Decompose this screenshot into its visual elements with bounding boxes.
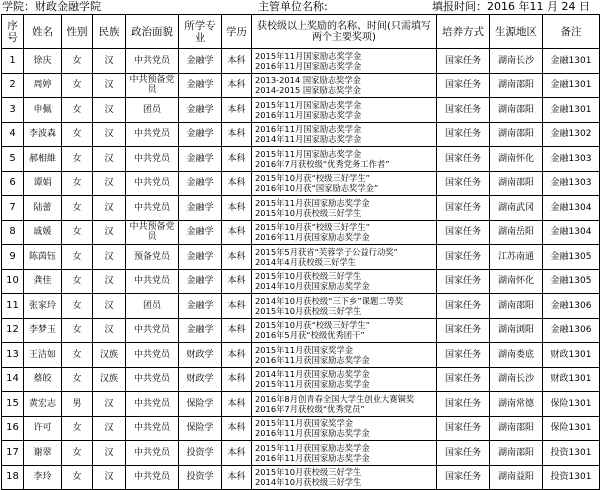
col-header-gender: 性别 [62, 15, 93, 49]
student-name-cell: 蔡皎 [24, 367, 62, 392]
form-header [0, 0, 600, 14]
row-number-cell: 15 [2, 392, 24, 417]
training-mode-cell: 国家任务 [437, 49, 490, 74]
row-number-cell: 9 [2, 245, 24, 270]
remark-cell: 金融1302 [543, 122, 600, 147]
major-cell: 金融学 [179, 73, 222, 98]
major-cell: 金融学 [179, 196, 222, 221]
training-mode-cell: 国家任务 [437, 245, 490, 270]
education-cell: 本科 [222, 269, 252, 294]
remark-cell: 金融1301 [543, 73, 600, 98]
table-row [2, 122, 600, 147]
remark-cell: 金融1303 [543, 171, 600, 196]
political-status-cell: 中共党员 [126, 122, 179, 147]
awards-cell [252, 269, 437, 294]
student-table [1, 14, 600, 490]
award-line: 2014年10月获校级“三下乡”课题二等奖 [255, 295, 404, 306]
award-line: 2015年11月获国家奖学金 [255, 418, 354, 429]
major-cell: 财政学 [179, 343, 222, 368]
awards-cell [252, 441, 437, 466]
training-mode-cell: 国家任务 [437, 343, 490, 368]
political-status-cell: 中共党员 [126, 367, 179, 392]
education-cell: 本科 [222, 98, 252, 123]
ethnic-cell: 汉 [93, 196, 126, 221]
origin-region-cell: 湖南益阳 [490, 465, 543, 490]
row-number-cell: 2 [2, 73, 24, 98]
gender-cell: 女 [62, 441, 93, 466]
award-line: 2015年10月获“校级三好学生” [255, 222, 370, 233]
row-number-cell: 16 [2, 416, 24, 441]
education-cell: 本科 [222, 294, 252, 319]
award-line: 2013-2014 国家励志奖学金 [255, 75, 361, 86]
award-line: 2016年10月获“国家励志奖学金” [255, 183, 379, 194]
political-status-cell: 中共党员 [126, 343, 179, 368]
remark-cell: 金融1304 [543, 196, 600, 221]
award-line: 2015年10月获校级三好学生 [255, 305, 362, 316]
remark-cell: 金融1301 [543, 98, 600, 123]
remark-cell: 投资1301 [543, 465, 600, 490]
student-name-cell: 黄宏志 [24, 392, 62, 417]
education-cell: 本科 [222, 367, 252, 392]
awards-cell [252, 220, 437, 245]
award-line: 2015年10月获“校级三好学生” [255, 320, 370, 331]
student-name-cell: 谭娟 [24, 171, 62, 196]
student-name-cell: 戚媛 [24, 220, 62, 245]
ethnic-cell: 汉 [93, 392, 126, 417]
row-number-cell: 5 [2, 147, 24, 172]
table-row [2, 318, 600, 343]
major-cell: 投资学 [179, 465, 222, 490]
award-line: 2015年11月国家励志奖学金 [255, 99, 362, 110]
col-header-major: 所学专业 [179, 15, 222, 49]
award-line: 2015年11月国家励志奖学金 [255, 50, 362, 61]
political-status-cell: 中共党员 [126, 416, 179, 441]
table-row [2, 147, 600, 172]
gender-cell: 女 [62, 73, 93, 98]
awards-cell [252, 294, 437, 319]
ethnic-cell: 汉 [93, 294, 126, 319]
award-line: 2016年5月获“校级优秀团干” [255, 330, 365, 341]
education-cell: 本科 [222, 196, 252, 221]
major-cell: 金融学 [179, 269, 222, 294]
student-name-cell: 张家玲 [24, 294, 62, 319]
col-header-origin: 生源地区 [490, 15, 543, 49]
gender-cell: 女 [62, 416, 93, 441]
political-status-cell: 中共党员 [126, 269, 179, 294]
political-status-cell: 中共党员 [126, 147, 179, 172]
remark-cell: 金融1305 [543, 269, 600, 294]
origin-region-cell: 湖南邵阳 [490, 98, 543, 123]
political-status-cell: 中共预备党员 [126, 220, 179, 245]
ethnic-cell: 汉 [93, 147, 126, 172]
awards-cell [252, 392, 437, 417]
award-line: 2015年10月获“校级三好学生” [255, 173, 370, 184]
major-cell: 金融学 [179, 318, 222, 343]
awards-cell [252, 465, 437, 490]
origin-region-cell: 湖南邵阳 [490, 441, 543, 466]
student-name-cell: 陈茵钰 [24, 245, 62, 270]
ethnic-cell: 汉 [93, 73, 126, 98]
table-row [2, 220, 600, 245]
ethnic-cell: 汉 [93, 245, 126, 270]
major-cell: 金融学 [179, 98, 222, 123]
origin-region-cell: 湖南邵阳 [490, 171, 543, 196]
political-status-cell: 中共党员 [126, 392, 179, 417]
political-status-cell: 中共预备党员 [126, 73, 179, 98]
award-line: 2016年11月获国家励志奖学金 [255, 452, 370, 463]
table-row [2, 343, 600, 368]
table-row [2, 465, 600, 490]
awards-cell [252, 122, 437, 147]
political-status-cell: 预备党员 [126, 245, 179, 270]
award-line: 2015年11月获国家励志奖学金 [255, 379, 370, 390]
training-mode-cell: 国家任务 [437, 416, 490, 441]
row-number-cell: 7 [2, 196, 24, 221]
award-line: 2015年11月国家励志奖学金 [255, 148, 362, 159]
col-header-ethnic: 民族 [93, 15, 126, 49]
col-header-no: 序号 [2, 15, 24, 49]
student-name-cell: 徐庆 [24, 49, 62, 74]
student-name-cell: 陆蕾 [24, 196, 62, 221]
gender-cell: 女 [62, 196, 93, 221]
award-line: 2014-2015 国家励志奖学金 [255, 85, 361, 96]
table-row [2, 49, 600, 74]
awards-cell [252, 343, 437, 368]
political-status-cell: 团员 [126, 294, 179, 319]
training-mode-cell: 国家任务 [437, 392, 490, 417]
gender-cell: 女 [62, 245, 93, 270]
row-number-cell: 14 [2, 367, 24, 392]
date-label: 填报时间：2016 年11 月 24 日 [432, 0, 590, 13]
student-name-cell: 龚佳 [24, 269, 62, 294]
student-name-cell: 李波森 [24, 122, 62, 147]
ethnic-cell: 汉 [93, 220, 126, 245]
origin-region-cell: 湖南邵阳 [490, 122, 543, 147]
award-line: 2014年10月获校级三好学生 [255, 477, 362, 488]
training-mode-cell: 国家任务 [437, 73, 490, 98]
remark-cell: 金融1304 [543, 220, 600, 245]
education-cell: 本科 [222, 49, 252, 74]
awards-cell [252, 73, 437, 98]
col-header-political: 政治面貌 [126, 15, 179, 49]
training-mode-cell: 国家任务 [437, 220, 490, 245]
ethnic-cell: 汉 [93, 416, 126, 441]
gender-cell: 女 [62, 98, 93, 123]
gender-cell: 女 [62, 122, 93, 147]
remark-cell: 金融1306 [543, 294, 600, 319]
training-mode-cell: 国家任务 [437, 122, 490, 147]
origin-region-cell: 湖南长沙 [490, 367, 543, 392]
education-cell: 本科 [222, 73, 252, 98]
major-cell: 保险学 [179, 392, 222, 417]
award-line: 2016年7月获校级“优秀党务工作者” [255, 158, 390, 169]
award-line: 2014年11月国家励志奖学金 [255, 134, 362, 145]
awards-cell [252, 98, 437, 123]
row-number-cell: 11 [2, 294, 24, 319]
education-cell: 本科 [222, 318, 252, 343]
awards-cell [252, 318, 437, 343]
major-cell: 投资学 [179, 441, 222, 466]
training-mode-cell: 国家任务 [437, 294, 490, 319]
remark-cell: 保险1301 [543, 416, 600, 441]
origin-region-cell: 湖南长沙 [490, 49, 543, 74]
origin-region-cell: 湖南怀化 [490, 269, 543, 294]
row-number-cell: 4 [2, 122, 24, 147]
gender-cell: 女 [62, 269, 93, 294]
award-line: 2016年7月获校级“优秀党员” [255, 403, 365, 414]
remark-cell: 财政1301 [543, 367, 600, 392]
training-mode-cell: 国家任务 [437, 441, 490, 466]
remark-cell: 金融1303 [543, 147, 600, 172]
origin-region-cell: 湖南娄底 [490, 343, 543, 368]
education-cell: 本科 [222, 122, 252, 147]
table-row [2, 73, 600, 98]
table-row [2, 294, 600, 319]
awards-cell [252, 196, 437, 221]
award-line: 2015年11月获国家励志奖学金 [255, 197, 370, 208]
gender-cell: 女 [62, 220, 93, 245]
political-status-cell: 中共党员 [126, 171, 179, 196]
awards-cell [252, 147, 437, 172]
row-number-cell: 17 [2, 441, 24, 466]
gender-cell: 男 [62, 392, 93, 417]
row-number-cell: 18 [2, 465, 24, 490]
row-number-cell: 12 [2, 318, 24, 343]
training-mode-cell: 国家任务 [437, 367, 490, 392]
origin-region-cell: 湖南邵阳 [490, 416, 543, 441]
gender-cell: 女 [62, 171, 93, 196]
political-status-cell: 团员 [126, 98, 179, 123]
award-line: 2016年11月获国家励志奖学金 [255, 428, 370, 439]
major-cell: 金融学 [179, 171, 222, 196]
award-line: 2014年4月获校级三好学生 [255, 256, 357, 267]
ethnic-cell: 汉 [93, 269, 126, 294]
unit-label: 主管单位名称: [258, 0, 328, 13]
origin-region-cell: 湖南武冈 [490, 196, 543, 221]
gender-cell: 女 [62, 294, 93, 319]
ethnic-cell: 汉 [93, 441, 126, 466]
major-cell: 金融学 [179, 122, 222, 147]
col-header-training: 培养方式 [437, 15, 490, 49]
award-line: 2015年10月获校级三好学生 [255, 207, 362, 218]
student-name-cell: 王洁如 [24, 343, 62, 368]
table-row [2, 98, 600, 123]
origin-region-cell: 湖南浏阳 [490, 318, 543, 343]
student-name-cell: 周婷 [24, 73, 62, 98]
college-label: 学院：财政金融学院 [2, 0, 101, 13]
major-cell: 金融学 [179, 294, 222, 319]
remark-cell: 投资1301 [543, 441, 600, 466]
education-cell: 本科 [222, 147, 252, 172]
remark-cell: 保险1301 [543, 392, 600, 417]
origin-region-cell: 江苏南通 [490, 245, 543, 270]
award-line: 2015年10月获校级三好学生 [255, 467, 362, 478]
political-status-cell: 中共党员 [126, 318, 179, 343]
table-row [2, 441, 600, 466]
table-row [2, 171, 600, 196]
remark-cell: 财政1301 [543, 343, 600, 368]
training-mode-cell: 国家任务 [437, 196, 490, 221]
major-cell: 金融学 [179, 245, 222, 270]
political-status-cell: 中共党员 [126, 441, 179, 466]
col-header-name: 姓名 [24, 15, 62, 49]
origin-region-cell: 湖南邵阳 [490, 294, 543, 319]
ethnic-cell: 汉族 [93, 343, 126, 368]
political-status-cell: 中共党员 [126, 465, 179, 490]
education-cell: 本科 [222, 392, 252, 417]
student-name-cell: 李梦玉 [24, 318, 62, 343]
ethnic-cell: 汉 [93, 171, 126, 196]
remark-cell: 金融1301 [543, 49, 600, 74]
education-cell: 本科 [222, 245, 252, 270]
col-header-note: 备注 [543, 15, 600, 49]
row-number-cell: 1 [2, 49, 24, 74]
gender-cell: 女 [62, 343, 93, 368]
student-name-cell: 申佩 [24, 98, 62, 123]
training-mode-cell: 国家任务 [437, 147, 490, 172]
student-name-cell: 谢翠 [24, 441, 62, 466]
award-line: 2015年11月获国家奖学金 [255, 344, 354, 355]
education-cell: 本科 [222, 465, 252, 490]
training-mode-cell: 国家任务 [437, 318, 490, 343]
awards-cell [252, 416, 437, 441]
training-mode-cell: 国家任务 [437, 465, 490, 490]
ethnic-cell: 汉族 [93, 367, 126, 392]
gender-cell: 女 [62, 49, 93, 74]
row-number-cell: 6 [2, 171, 24, 196]
award-line: 2016年11月国家励志奖学金 [255, 60, 362, 71]
remark-cell: 金融1306 [543, 318, 600, 343]
awards-cell [252, 245, 437, 270]
origin-region-cell: 湖南邵阳 [490, 73, 543, 98]
row-number-cell: 8 [2, 220, 24, 245]
training-mode-cell: 国家任务 [437, 171, 490, 196]
award-line: 2014年11月获国家励志奖学金 [255, 369, 370, 380]
award-line: 2016年11月获国家励志奖学金 [255, 232, 370, 243]
award-line: 2015年10月获校级三好学生 [255, 271, 362, 282]
table-row [2, 196, 600, 221]
table-header-row [2, 15, 600, 49]
origin-region-cell: 湖南怀化 [490, 147, 543, 172]
ethnic-cell: 汉 [93, 318, 126, 343]
education-cell: 本科 [222, 220, 252, 245]
award-line: 2016年11月获国家励志奖学金 [255, 354, 370, 365]
gender-cell: 女 [62, 367, 93, 392]
award-line: 2016年11月国家励志奖学金 [255, 109, 362, 120]
row-number-cell: 13 [2, 343, 24, 368]
table-row [2, 392, 600, 417]
row-number-cell: 3 [2, 98, 24, 123]
student-name-cell: 李玲 [24, 465, 62, 490]
political-status-cell: 中共党员 [126, 49, 179, 74]
award-line: 2016年11月国家励志奖学金 [255, 124, 362, 135]
award-line: 2015年11月获国家励志奖学金 [255, 442, 370, 453]
training-mode-cell: 国家任务 [437, 269, 490, 294]
major-cell: 财政学 [179, 367, 222, 392]
ethnic-cell: 汉 [93, 49, 126, 74]
education-cell: 本科 [222, 416, 252, 441]
col-header-edu: 学历 [222, 15, 252, 49]
origin-region-cell: 湖南常德 [490, 392, 543, 417]
major-cell: 金融学 [179, 49, 222, 74]
col-header-awards: 获校级以上奖励的名称、时间(只需填写两个主要奖项) [252, 15, 437, 49]
table-row [2, 269, 600, 294]
award-line: 2015年5月获省“芙蓉学子公益行动奖” [255, 246, 398, 257]
table-row [2, 245, 600, 270]
awards-cell [252, 367, 437, 392]
education-cell: 本科 [222, 171, 252, 196]
gender-cell: 女 [62, 465, 93, 490]
education-cell: 本科 [222, 441, 252, 466]
education-cell: 本科 [222, 343, 252, 368]
award-line: 2014年10月获国家励志奖学金 [255, 281, 370, 292]
student-name-cell: 许可 [24, 416, 62, 441]
row-number-cell: 10 [2, 269, 24, 294]
table-row [2, 367, 600, 392]
student-name-cell: 郝相維 [24, 147, 62, 172]
awards-cell [252, 49, 437, 74]
table-row [2, 416, 600, 441]
origin-region-cell: 湖南岳阳 [490, 220, 543, 245]
major-cell: 金融学 [179, 220, 222, 245]
remark-cell: 金融1305 [543, 245, 600, 270]
major-cell: 保险学 [179, 416, 222, 441]
ethnic-cell: 汉 [93, 465, 126, 490]
political-status-cell: 中共党员 [126, 196, 179, 221]
award-line: 2016年8月创青春全国大学生创业大赛铜奖 [255, 393, 415, 404]
gender-cell: 女 [62, 147, 93, 172]
ethnic-cell: 汉 [93, 122, 126, 147]
ethnic-cell: 汉 [93, 98, 126, 123]
awards-cell [252, 171, 437, 196]
training-mode-cell: 国家任务 [437, 98, 490, 123]
gender-cell: 女 [62, 318, 93, 343]
major-cell: 金融学 [179, 147, 222, 172]
